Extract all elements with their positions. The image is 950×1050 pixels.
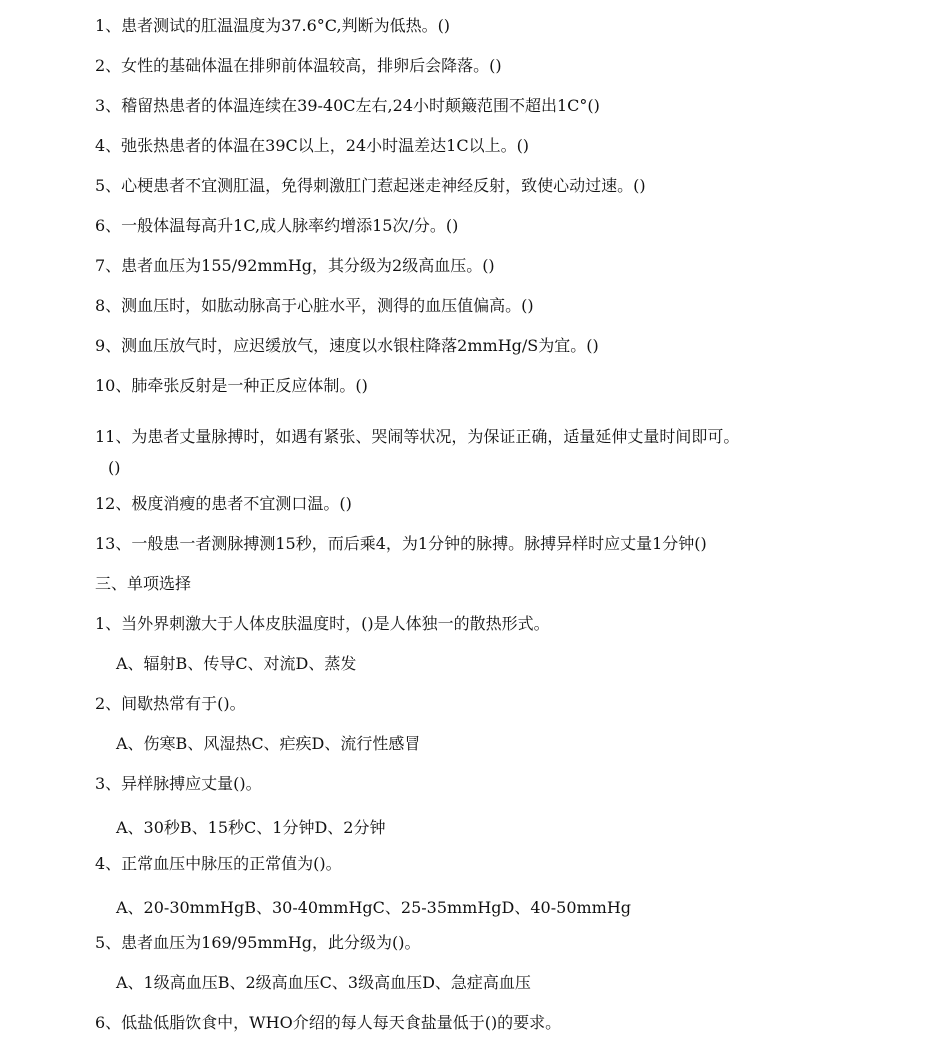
question-2-options: A、伤寒B、风湿热C、疟疾D、流行性感冒	[116, 734, 421, 753]
question-4: 4、正常血压中脉压的正常值为()。	[95, 854, 342, 873]
statement-9: 9、测血压放气时，应迟缓放气，速度以水银柱降落2mmHg/S为宜。()	[95, 336, 599, 355]
question-2: 2、间歇热常有于()。	[95, 694, 246, 713]
statement-8: 8、测血压时，如肱动脉高于心脏水平，测得的血压值偏高。()	[95, 296, 534, 315]
question-1-options: A、辐射B、传导C、对流D、蒸发	[116, 654, 357, 673]
statement-7: 7、患者血压为155/92mmHg，其分级为2级高血压。()	[95, 256, 495, 275]
question-3: 3、异样脉搏应丈量()。	[95, 774, 262, 793]
question-5-options: A、1级高血压B、2级高血压C、3级高血压D、急症高血压	[116, 973, 531, 992]
statement-3: 3、稽留热患者的体温连续在39-40C左右,24小时颠簸范围不超出1C°()	[95, 96, 600, 115]
statement-4: 4、弛张热患者的体温在39C以上，24小时温差达1C以上。()	[95, 136, 530, 155]
statement-10: 10、肺牵张反射是一种正反应体制。()	[95, 376, 368, 395]
question-3-options: A、30秒B、15秒C、1分钟D、2分钟	[116, 818, 386, 837]
statement-13: 13、一般患一者测脉搏测15秒，而后乘4，为1分钟的脉搏。脉搏异样时应丈量1分钟()	[95, 534, 707, 553]
statement-6: 6、一般体温每高升1C,成人脉率约增添15次/分。()	[95, 216, 459, 235]
statement-5: 5、心梗患者不宜测肛温，免得刺激肛门惹起迷走神经反射，致使心动过速。()	[95, 176, 646, 195]
statement-11: 11、为患者丈量脉搏时，如遇有紧张、哭闹等状况，为保证正确，适量延伸丈量时间即可。	[95, 427, 740, 446]
statement-1: 1、患者测试的肛温温度为37.6°C,判断为低热。()	[95, 16, 451, 35]
statement-12: 12、极度消瘦的患者不宜测口温。()	[95, 494, 352, 513]
question-5: 5、患者血压为169/95mmHg，此分级为()。	[95, 933, 421, 952]
question-6: 6、低盐低脂饮食中，WHO介绍的每人每天食盐量低于()的要求。	[95, 1013, 562, 1032]
statement-2: 2、女性的基础体温在排卵前体温较高，排卵后会降落。()	[95, 56, 502, 75]
question-4-options: A、20-30mmHgB、30-40mmHgC、25-35mmHgD、40-50mmHg	[116, 898, 632, 917]
question-1: 1、当外界刺激大于人体皮肤温度时，()是人体独一的散热形式。	[95, 614, 550, 633]
statement-11-continuation: ()	[108, 458, 121, 477]
section-heading: 三、单项选择	[95, 574, 192, 593]
